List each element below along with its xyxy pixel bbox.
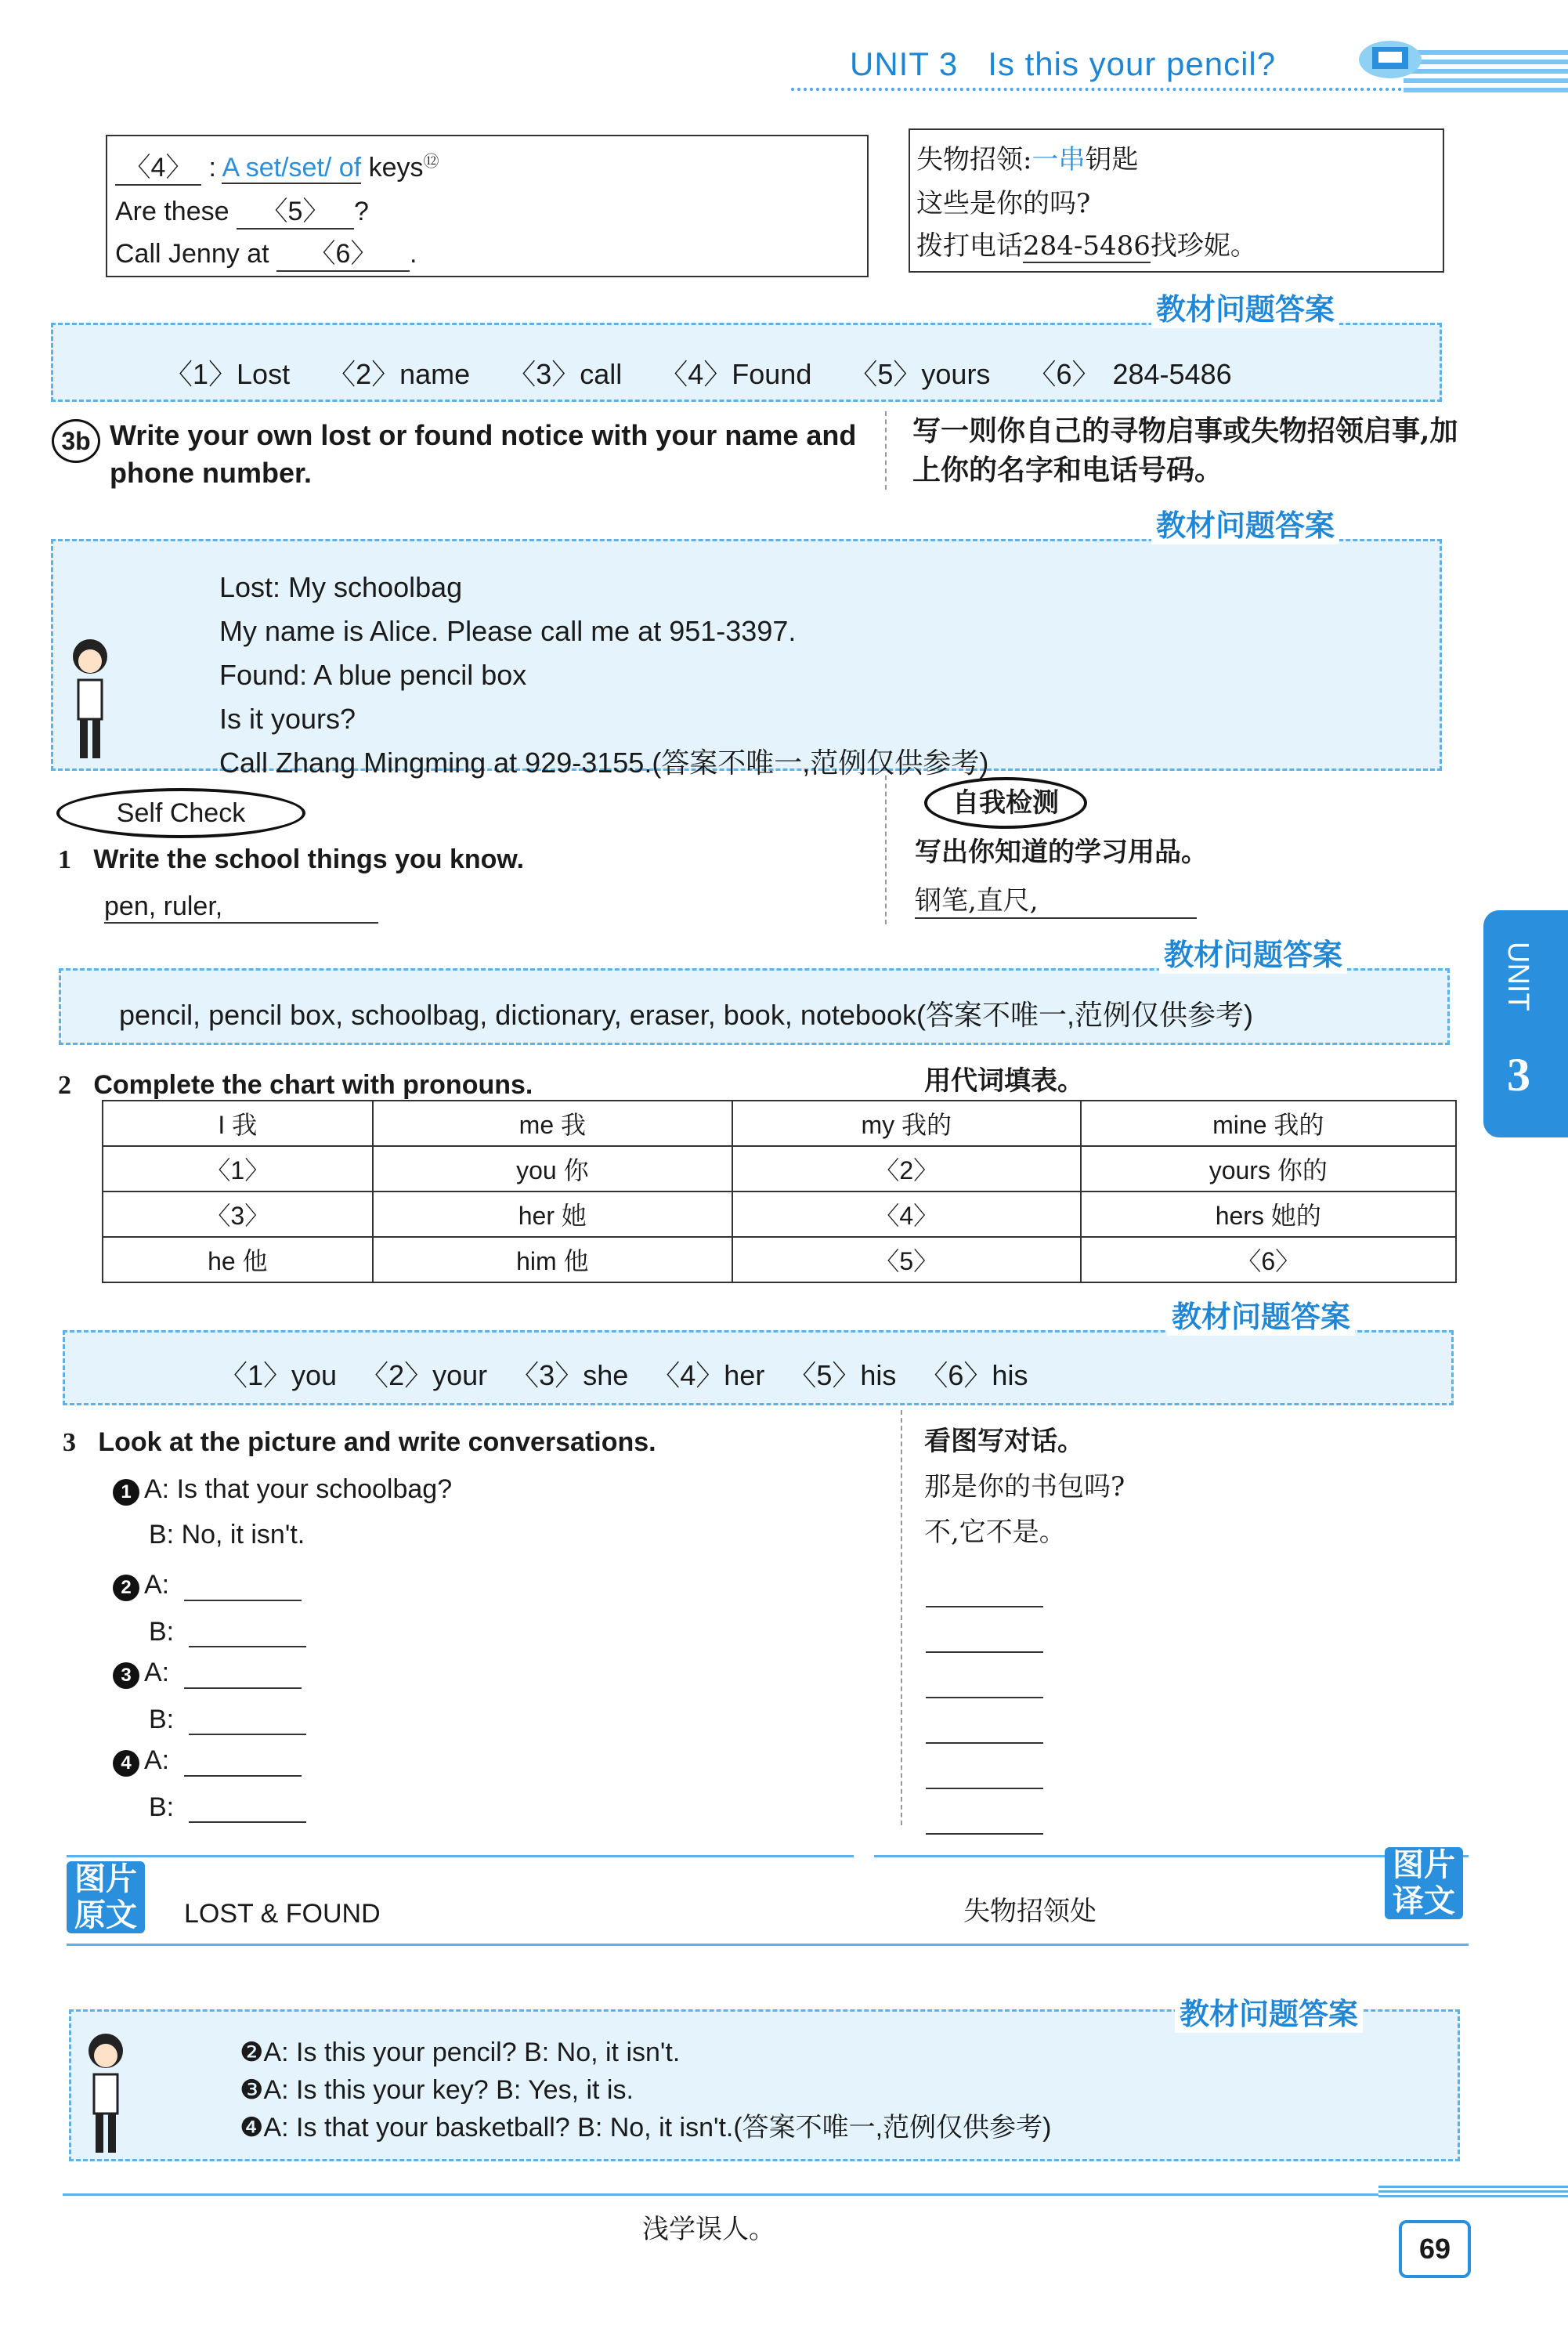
phone-number: 284-5486 [1023,230,1151,262]
picture-translation-tag [1385,1847,1463,1919]
page-number: 69 [1399,2220,1471,2278]
answer-3a-1: 〈1〉Lost [164,358,291,390]
q1-text-zh: 写出你知道的学习用品。 [915,837,1208,868]
footer-divider [63,2193,1394,2196]
table-cell: 〈6〉 [1081,1237,1456,1282]
q1-heading [58,844,524,875]
notice-zh-end: 钥匙 [1085,144,1139,175]
notice-zh-box [909,128,1444,273]
answer-blank[interactable] [926,1810,1043,1835]
table-cell: 〈2〉 [732,1146,1080,1192]
q3-item-b: B: [149,1792,175,1822]
answer-3b-line-3: Found: A blue pencil box [219,659,527,691]
table-cell: I 我 [103,1101,373,1146]
task-3b-label: 3b [52,419,100,463]
table-cell: her 她 [373,1192,732,1237]
notice-line-2-end: ? [353,197,369,226]
answers-3a [164,353,1232,392]
answer-blank[interactable] [189,1798,306,1823]
table-row [103,1192,1456,1237]
answer-tag-3b: 教材问题答案 [1151,501,1339,544]
q3-example-a-zh: 那是你的书包吗? [924,1471,1125,1502]
notice-line-2 [115,190,369,230]
answer-3b-line-2: My name is Alice. Please call me at 951-3397. [219,615,797,647]
table-cell: he 他 [103,1237,373,1282]
unit-side-tab [1483,910,1568,1137]
q2-text-zh: 用代词填表。 [924,1065,1084,1097]
notice-zh-line-2: 这些是你的吗? [916,188,1091,219]
picture-text-zh: 失物招领处 [963,1896,1097,1927]
answer-blank[interactable] [184,1752,302,1777]
number-4-icon: 4 [113,1750,139,1777]
table-cell: yours 你的 [1081,1146,1456,1192]
ref-mark: ⑫ [423,153,439,171]
q1-start-en: pen, ruler, [104,891,378,924]
notice-zh-line-3-end: 找珍妮。 [1150,230,1257,262]
self-check-title: Self Check [56,788,305,838]
notice-zh-line-3 [916,224,1257,262]
answer-q3-1: ❷A: Is this your pencil? B: No, it isn't. [240,2038,681,2067]
answer-3b-line-1: Lost: My schoolbag [219,571,463,603]
answer-blank[interactable] [926,1719,1043,1744]
task-3b-zh: 写一则你自己的寻物启事或失物招领启事,加上你的名字和电话号码。 [912,414,1458,486]
table-cell: my 我的 [732,1101,1080,1146]
q3-item-a: A: [144,1745,170,1775]
number-1-icon: 1 [113,1479,139,1506]
answer-3a-3: 〈3〉call [508,358,623,390]
picture-band-gap [854,1855,874,1941]
q1-text: Write the school things you know. [93,844,525,874]
picture-translation-tag-2: 译文 [1393,1882,1455,1919]
answer-q2-4: 〈4〉her [652,1359,765,1391]
column-divider [885,411,887,490]
q3-item-3 [113,1658,306,1735]
table-cell: 〈5〉 [732,1237,1080,1282]
number-2-icon: 2 [113,1575,139,1601]
q2-text: Complete the chart with pronouns. [93,1070,533,1100]
pronoun-table [102,1100,1457,1283]
self-check-title-zh: 自我检测 [924,777,1087,829]
notice-zh-line-3-start: 拨打电话 [916,230,1023,262]
book-icon [1355,28,1425,83]
column-divider-2 [885,776,887,924]
table-cell: mine 我的 [1081,1101,1456,1146]
table-cell: 〈3〉 [103,1192,373,1237]
q3-item-2 [113,1570,306,1647]
answer-q2-2: 〈2〉your [360,1359,488,1391]
q2-number: 2 [58,1071,71,1100]
table-cell: 〈4〉 [732,1192,1080,1237]
table-cell: 〈1〉 [103,1146,373,1192]
answer-tag-q2: 教材问题答案 [1167,1293,1355,1336]
q3-example-b: B: No, it isn't. [149,1520,305,1549]
q3-item-a: A: [144,1658,170,1687]
table-row [103,1237,1456,1282]
zh-answer-blanks [926,1582,1043,1835]
table-cell: me 我 [373,1101,732,1146]
q2-heading [58,1070,533,1101]
footer-stripes [1378,2186,1568,2200]
table-cell: hers 她的 [1081,1192,1456,1237]
blank-4: 〈4〉 [115,146,201,186]
q3-example-b-zh: 不,它不是。 [924,1517,1066,1548]
notice-line-3-end: . [410,239,417,269]
picture-text-en: LOST & FOUND [184,1899,381,1929]
q1-number: 1 [58,845,71,874]
picture-original-tag-2: 原文 [74,1897,137,1933]
q3-heading [63,1427,656,1458]
answer-3a-6: 〈6〉 284-5486 [1028,358,1232,390]
answer-3a-5: 〈5〉yours [849,358,991,390]
q3-item-b: B: [149,1705,175,1734]
answer-q2-1: 〈1〉you [219,1359,338,1391]
notice-line-3-start: Call Jenny at [115,239,269,269]
notice-zh-handwritten: 一串 [1031,144,1086,175]
page-header [850,45,1276,83]
notice-line-2-start: Are these [115,197,229,226]
pronoun-table-wrap [102,1100,1457,1283]
q3-example-a-text: A: Is that your schoolbag? [144,1474,453,1504]
column-divider-3 [901,1410,902,1825]
answer-q2-3: 〈3〉she [511,1359,629,1391]
blank-6: 〈6〉 [276,232,410,272]
answers-q3 [240,2034,1051,2146]
answer-q1-text: pencil, pencil box, schoolbag, dictionary, eraser, book, notebook(答案不唯一,范例仅供参考) [119,999,1253,1031]
notice-en-box [106,135,869,277]
answer-tag-q3: 教材问题答案 [1175,1990,1363,2033]
answer-3a-4: 〈4〉Found [659,358,812,390]
answer-q2-5: 〈5〉his [788,1359,897,1391]
boy-illustration [78,2029,133,2166]
q3-example-a [113,1474,452,1506]
q3-number: 3 [63,1428,76,1457]
answer-blank[interactable] [926,1673,1043,1698]
answer-blank[interactable] [926,1628,1043,1653]
q3-text: Look at the picture and write conversations. [98,1427,656,1457]
answer-tag-3a: 教材问题答案 [1151,285,1339,328]
answers-q2 [219,1354,1028,1394]
side-tab-unit: UNIT [1501,942,1534,1011]
blank-5: 〈5〉 [237,190,354,230]
answer-blank[interactable] [189,1710,306,1735]
picture-original-tag-1: 图片 [74,1860,137,1897]
answer-blank[interactable] [926,1764,1043,1789]
answer-3a-2: 〈2〉name [327,358,471,390]
table-row [103,1101,1456,1146]
q1-start-zh: 钢笔,直尺, [915,879,1197,919]
header-divider [791,88,1402,91]
answer-blank[interactable] [926,1582,1043,1607]
table-cell: him 他 [373,1237,732,1282]
unit-label: UNIT 3 [850,45,959,82]
side-tab-number: 3 [1507,1049,1530,1101]
q3-item-a: A: [144,1570,170,1600]
answer-blank[interactable] [189,1622,306,1647]
girl-illustration [63,635,117,772]
q3-text-zh: 看图写对话。 [924,1426,1084,1457]
picture-original-tag [67,1861,145,1933]
header-decoration [1404,50,1568,94]
q3-item-b: B: [149,1617,175,1647]
answer-q3-3: ❹A: Is that your basketball? B: No, it isn't.(答案不唯一,范例仅供参考) [240,2113,1052,2143]
answer-q2-6: 〈6〉his [919,1359,1028,1391]
notice-zh-line-1 [916,138,1138,176]
notice-zh-label: 失物招领: [916,144,1032,175]
unit-title: Is this your pencil? [988,45,1277,82]
handwritten-answer: A set/set/ of [222,153,362,183]
footer-motto: 浅学误人。 [642,2214,775,2245]
q3-item-4 [113,1745,306,1823]
picture-translation-tag-1: 图片 [1393,1846,1455,1883]
number-3-icon: 3 [113,1662,139,1689]
notice-keys: keys [368,153,424,183]
notice-line-1: 〈4〉 : A set/set/ of keys⑫ [115,146,439,186]
answer-tag-q1: 教材问题答案 [1159,931,1347,974]
answer-blank[interactable] [184,1576,302,1601]
task-3b-en: Write your own lost or found notice with your name and phone number. [110,419,857,489]
table-row [103,1146,1456,1192]
answer-3b-line-4: Is it yours? [219,703,356,735]
table-cell: you 你 [373,1146,732,1192]
answer-3b-text [219,566,988,785]
answer-blank[interactable] [184,1664,302,1689]
notice-line-3 [115,232,417,272]
answer-q3-2: ❸A: Is this your key? B: Yes, it is. [240,2075,634,2105]
answer-3b-line-5: Call Zhang Mingming at 929-3155.(答案不唯一,范例仅供参考) [219,747,989,779]
